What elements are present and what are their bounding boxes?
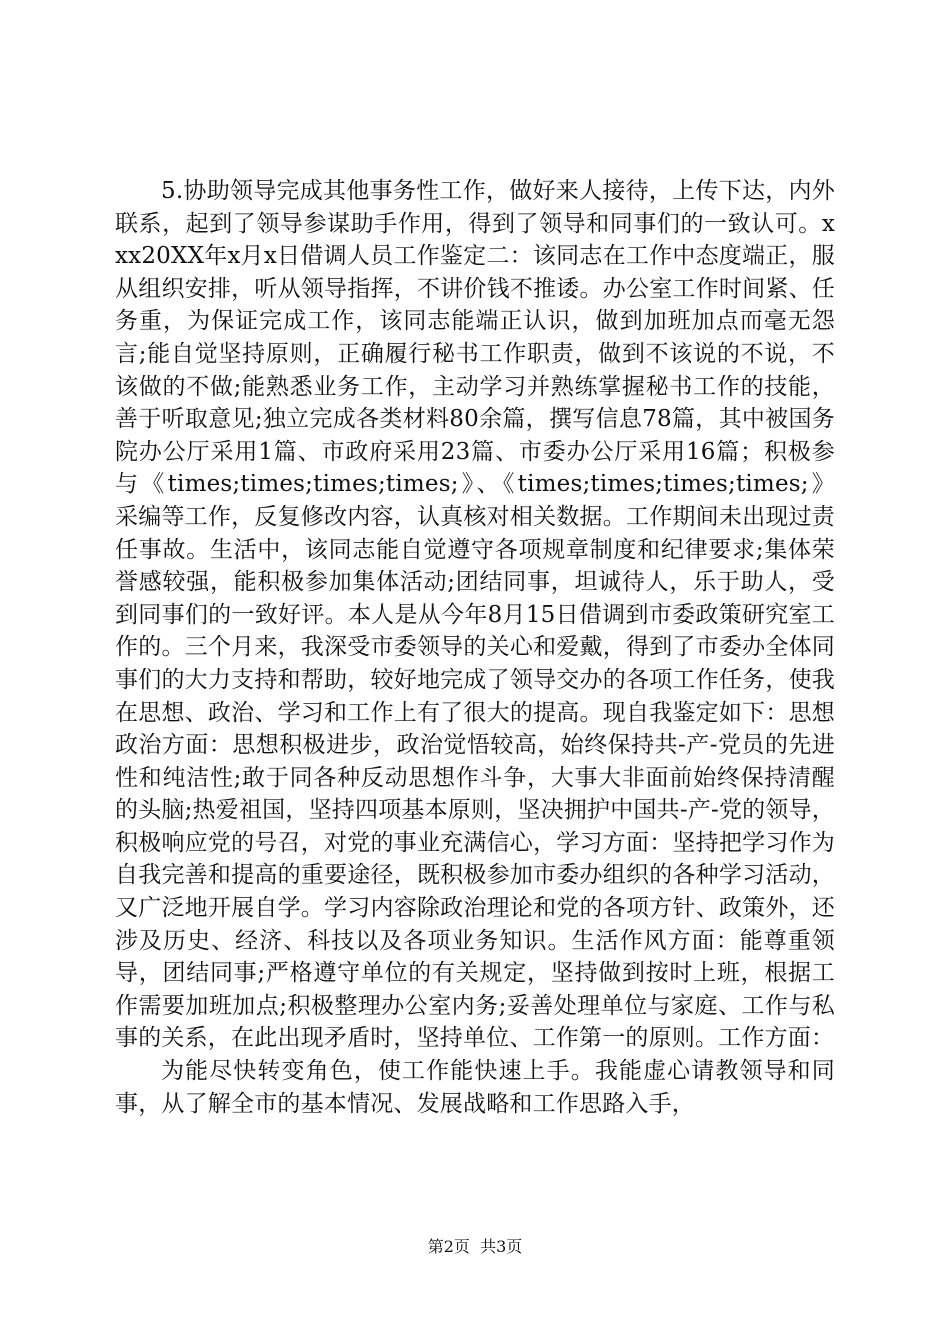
document-body	[115, 175, 835, 1120]
page-footer	[0, 1237, 950, 1257]
page-number-label: 第2页 共3页	[427, 1237, 523, 1256]
paragraph-2: 为能尽快转变角色，使工作能快速上手。我能虚心请教领导和同事，从了解全市的基本情况、发展战略和工作思路入手，	[115, 1058, 835, 1117]
paragraph-1: 5.协助领导完成其他事务性工作，做好来人接待，上传下达，内外联系，起到了领导参谋助手作用，得到了领导和同事们的一致认可。xxx20XX年x月x日借调人员工作鉴定二：该同志在工作中态度端正，服从组织安排，听从领导指挥，不讲价钱不推诿。办公室工作时间紧、任务重，为保证完成工作，该同志能端正认识，做到加班加点而毫无怨言;能自觉坚持原则，正确履行秘书工作职责，做到不该说的不说，不该做的不做;能熟悉业务工作，主动学习并熟练掌握秘书工作的技能，善于听取意见;独立完成各类材料80余篇，撰写信息78篇，其中被国务院办公厅采用1篇、市政府采用23篇、市委办公厅采用16篇；积极参与《times;times;times;times;》、《times;times;times;times;》采编等工作，反复修改内容，认真核对相关数据。工作期间未出现过责任事故。生活中，该同志能自觉遵守各项规章制度和纪律要求;集体荣誉感较强，能积极参加集体活动;团结同事，坦诚待人，乐于助人，受到同事们的一致好评。本人是从今年8月15日借调到市委政策研究室工作的。三个月来，我深受市委领导的关心和爱戴，得到了市委办全体同事们的大力支持和帮助，较好地完成了领导交办的各项工作任务，使我在思想、政治、学习和工作上有了很大的提高。现自我鉴定如下：思想政治方面：思想积极进步，政治觉悟较高，始终保持共-产-党员的先进性和纯洁性;敢于同各种反动思想作斗争，大事大非面前始终保持清醒的头脑;热爱祖国，坚持四项基本原则，坚决拥护中国共-产-党的领导，积极响应党的号召，对党的事业充满信心，学习方面：坚持把学习作为自我完善和提高的重要途径，既积极参加市委办组织的各种学习活动，又广泛地开展自学。学习内容除政治理论和党的各项方针、政策外，还涉及历史、经济、科技以及各项业务知识。生活作风方面：能尊重领导，团结同事;严格遵守单位的有关规定，坚持做到按时上班，根据工作需要加班加点;积极整理办公室内务;妥善处理单位与家庭、工作与私事的关系，在此出现矛盾时，坚持单位、工作第一的原则。工作方面：	[115, 178, 835, 1052]
